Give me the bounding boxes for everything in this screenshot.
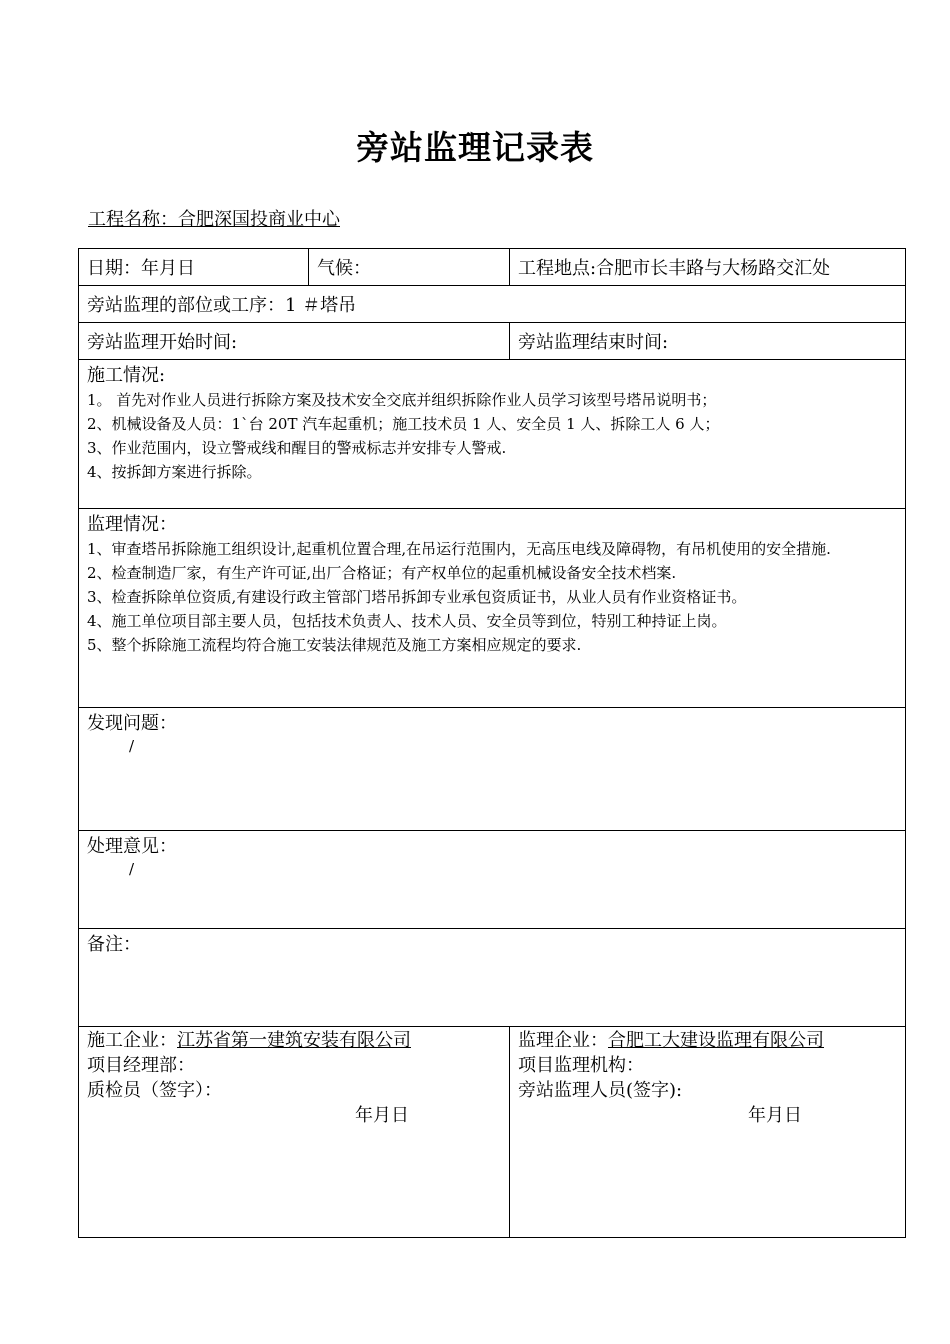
table-row <box>79 286 906 323</box>
problems-value: / <box>129 737 135 755</box>
opinion-label: 处理意见： <box>87 836 177 857</box>
supervisor-label: 监理企业： <box>518 1030 608 1051</box>
contractor-cell <box>79 1027 510 1238</box>
contractor-manager: 项目经理部： <box>87 1055 195 1076</box>
supervision-item: 2、检查制造厂家，有生产许可证,出厂合格证；有产权单位的起重机械设备安全技术档案. <box>87 564 677 582</box>
record-table <box>78 248 906 1238</box>
opinion-value: / <box>129 860 135 878</box>
supervision-label: 监理情况： <box>87 514 177 535</box>
supervision-cell <box>79 509 906 708</box>
contractor-label: 施工企业： <box>87 1030 177 1051</box>
supervisor-person: 旁站监理人员(签字): <box>518 1080 683 1101</box>
contractor-date: 年月日 <box>355 1105 409 1126</box>
construction-cell <box>79 360 906 509</box>
table-row <box>79 249 906 286</box>
supervisor-name: 合肥工大建设监理有限公司 <box>608 1030 824 1051</box>
construction-item: 4、按拆卸方案进行拆除。 <box>87 463 262 481</box>
supervisor-org: 项目监理机构： <box>518 1055 644 1076</box>
construction-item: 3、作业范围内，设立警戒线和醒目的警戒标志并安排专人警戒. <box>87 439 507 457</box>
date-cell: 日期：年月日 <box>79 249 309 286</box>
table-row <box>79 360 906 509</box>
table-row <box>79 831 906 929</box>
contractor-line <box>87 1028 501 1053</box>
supervisor-cell <box>510 1027 906 1238</box>
contractor-inspector: 质检员（签字）： <box>87 1080 222 1101</box>
start-time-cell: 旁站监理开始时间: <box>79 323 510 360</box>
part-cell: 旁站监理的部位或工序：1 ＃塔吊 <box>79 286 906 323</box>
table-row <box>79 509 906 708</box>
remarks-label: 备注： <box>87 934 141 955</box>
location-cell: 工程地点:合肥市长丰路与大杨路交汇处 <box>510 249 906 286</box>
supervision-item: 3、检查拆除单位资质,有建设行政主管部门塔吊拆卸专业承包资质证书，从业人员有作业资格证书。 <box>87 588 747 606</box>
construction-item: 2、机械设备及人员：1`台 20T 汽车起重机；施工技术员 1 人、安全员 1 人、拆除工人 6 人； <box>87 415 720 433</box>
remarks-cell <box>79 929 906 1027</box>
contractor-name: 江苏省第一建筑安装有限公司 <box>177 1030 411 1051</box>
construction-item: 1。 首先对作业人员进行拆除方案及技术安全交底并组织拆除作业人员学习该型号塔吊说明书； <box>87 391 717 409</box>
table-row <box>79 323 906 360</box>
project-name: 工程名称：合肥深国投商业中心 <box>88 209 340 230</box>
supervision-item: 5、整个拆除施工流程均符合施工安装法律规范及施工方案相应规定的要求. <box>87 636 582 654</box>
weather-cell: 气候： <box>309 249 510 286</box>
problems-cell <box>79 708 906 831</box>
construction-label: 施工情况: <box>87 365 166 386</box>
supervisor-line <box>518 1028 897 1053</box>
page-title: 旁站监理记录表 <box>356 128 594 167</box>
supervision-item: 1、审查塔吊拆除施工组织设计,起重机位置合理,在吊运行范围内，无高压电线及障碍物，有吊机使用的安全措施. <box>87 540 831 558</box>
end-time-cell: 旁站监理结束时间: <box>510 323 906 360</box>
table-row <box>79 929 906 1027</box>
table-row <box>79 1027 906 1238</box>
problems-label: 发现问题： <box>87 713 177 734</box>
supervision-item: 4、施工单位项目部主要人员，包括技术负责人、技术人员、安全员等到位，特别工种持证上岗。 <box>87 612 727 630</box>
table-row <box>79 708 906 831</box>
supervisor-date: 年月日 <box>748 1105 802 1126</box>
opinion-cell <box>79 831 906 929</box>
